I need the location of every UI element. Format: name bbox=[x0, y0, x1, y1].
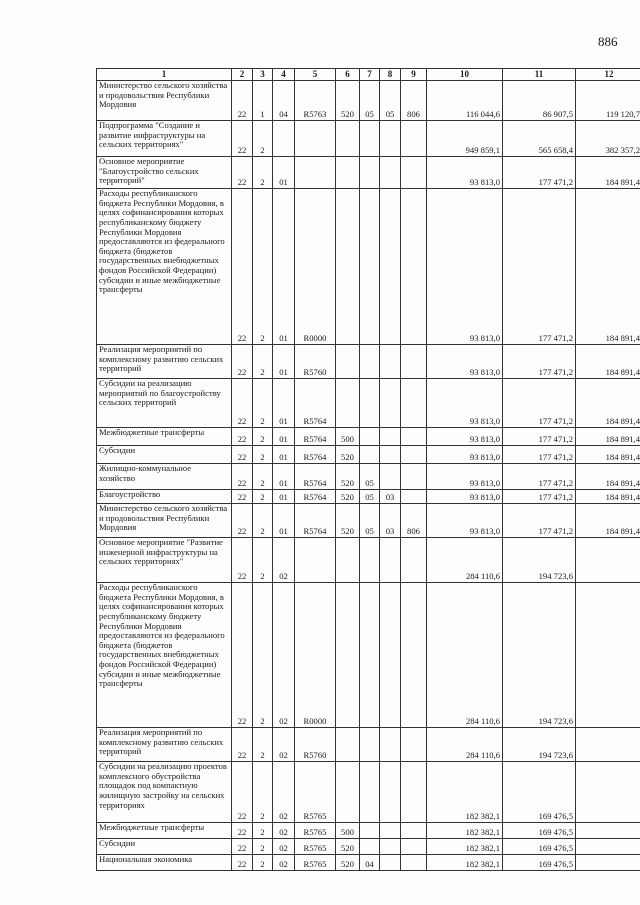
pr-cell bbox=[380, 583, 401, 728]
column-header: 12 bbox=[576, 69, 640, 81]
amount-2020-cell: 93 813,0 bbox=[427, 189, 503, 345]
amount-2022-cell: 184 891,4 bbox=[576, 428, 640, 446]
direction-cell bbox=[295, 157, 336, 189]
amount-2021-cell: 169 476,5 bbox=[503, 855, 576, 871]
grbs-cell bbox=[401, 762, 427, 823]
pr-cell bbox=[380, 121, 401, 157]
vr-cell bbox=[336, 728, 360, 762]
pp-cell: 2 bbox=[253, 428, 273, 446]
gp-cell: 22 bbox=[232, 428, 253, 446]
vr-cell bbox=[336, 762, 360, 823]
pp-cell: 2 bbox=[253, 839, 273, 855]
pr-cell bbox=[380, 728, 401, 762]
column-header: 1 bbox=[97, 69, 232, 81]
pp-cell: 2 bbox=[253, 762, 273, 823]
row-name-cell: Межбюджетные трансферты bbox=[97, 428, 232, 446]
column-header: 8 bbox=[380, 69, 401, 81]
grbs-cell: 806 bbox=[401, 81, 427, 121]
amount-2020-cell: 93 813,0 bbox=[427, 464, 503, 490]
rz-cell bbox=[360, 762, 380, 823]
gp-cell: 22 bbox=[232, 504, 253, 538]
amount-2022-cell bbox=[576, 583, 640, 728]
amount-2022-cell: 184 891,4 bbox=[576, 490, 640, 504]
om-cell: 02 bbox=[273, 762, 295, 823]
row-name-cell: Субсидии на реализацию мероприятий по благоустройству сельских территорий bbox=[97, 379, 232, 428]
row-name-cell: Министерство сельского хозяйства и продовольствия Республики Мордовия bbox=[97, 504, 232, 538]
vr-cell: 520 bbox=[336, 855, 360, 871]
vr-cell bbox=[336, 121, 360, 157]
pp-cell: 2 bbox=[253, 504, 273, 538]
amount-2022-cell bbox=[576, 839, 640, 855]
direction-cell: R5764 bbox=[295, 504, 336, 538]
column-header: 9 bbox=[401, 69, 427, 81]
grbs-cell bbox=[401, 345, 427, 379]
column-header: 4 bbox=[273, 69, 295, 81]
grbs-cell bbox=[401, 446, 427, 464]
amount-2021-cell: 169 476,5 bbox=[503, 762, 576, 823]
amount-2020-cell: 93 813,0 bbox=[427, 428, 503, 446]
pr-cell bbox=[380, 157, 401, 189]
table-row bbox=[97, 81, 640, 121]
column-header: 2 bbox=[232, 69, 253, 81]
pr-cell bbox=[380, 464, 401, 490]
amount-2021-cell: 169 476,5 bbox=[503, 823, 576, 839]
amount-2022-cell: 184 891,4 bbox=[576, 504, 640, 538]
table-row bbox=[97, 855, 640, 871]
amount-2020-cell: 182 382,1 bbox=[427, 839, 503, 855]
vr-cell: 520 bbox=[336, 446, 360, 464]
row-name-cell: Реализация мероприятий по комплексному развитию сельских территорий bbox=[97, 728, 232, 762]
pp-cell: 2 bbox=[253, 189, 273, 345]
grbs-cell bbox=[401, 121, 427, 157]
rz-cell bbox=[360, 189, 380, 345]
gp-cell: 22 bbox=[232, 762, 253, 823]
rz-cell: 05 bbox=[360, 490, 380, 504]
direction-cell: R0000 bbox=[295, 189, 336, 345]
gp-cell: 22 bbox=[232, 446, 253, 464]
amount-2022-cell: 119 120,7 bbox=[576, 81, 640, 121]
om-cell: 01 bbox=[273, 345, 295, 379]
direction-cell: R5764 bbox=[295, 464, 336, 490]
amount-2022-cell: 184 891,4 bbox=[576, 446, 640, 464]
pr-cell bbox=[380, 189, 401, 345]
direction-cell: R5765 bbox=[295, 823, 336, 839]
pp-cell: 2 bbox=[253, 538, 273, 583]
pp-cell: 2 bbox=[253, 157, 273, 189]
om-cell: 01 bbox=[273, 428, 295, 446]
direction-cell: R5765 bbox=[295, 762, 336, 823]
grbs-cell bbox=[401, 855, 427, 871]
amount-2022-cell: 184 891,4 bbox=[576, 189, 640, 345]
vr-cell bbox=[336, 583, 360, 728]
grbs-cell bbox=[401, 583, 427, 728]
table-row bbox=[97, 464, 640, 490]
pp-cell: 1 bbox=[253, 81, 273, 121]
pr-cell: 03 bbox=[380, 490, 401, 504]
amount-2021-cell: 177 471,2 bbox=[503, 504, 576, 538]
rz-cell bbox=[360, 428, 380, 446]
amount-2021-cell: 565 658,4 bbox=[503, 121, 576, 157]
amount-2022-cell: 184 891,4 bbox=[576, 379, 640, 428]
rz-cell bbox=[360, 121, 380, 157]
amount-2022-cell bbox=[576, 538, 640, 583]
grbs-cell bbox=[401, 157, 427, 189]
amount-2020-cell: 182 382,1 bbox=[427, 762, 503, 823]
direction-cell: R5765 bbox=[295, 839, 336, 855]
amount-2021-cell: 194 723,6 bbox=[503, 728, 576, 762]
amount-2020-cell: 93 813,0 bbox=[427, 446, 503, 464]
gp-cell: 22 bbox=[232, 81, 253, 121]
table-row bbox=[97, 490, 640, 504]
direction-cell bbox=[295, 538, 336, 583]
amount-2021-cell: 169 476,5 bbox=[503, 839, 576, 855]
row-name-cell: Основное мероприятие "Развитие инженерной инфраструктуры на сельских территориях" bbox=[97, 538, 232, 583]
pp-cell: 2 bbox=[253, 855, 273, 871]
vr-cell: 520 bbox=[336, 839, 360, 855]
amount-2022-cell: 184 891,4 bbox=[576, 464, 640, 490]
pp-cell: 2 bbox=[253, 379, 273, 428]
row-name-cell: Министерство сельского хозяйства и продовольствия Республики Мордовия bbox=[97, 81, 232, 121]
rz-cell bbox=[360, 823, 380, 839]
rz-cell bbox=[360, 839, 380, 855]
amount-2021-cell: 86 907,5 bbox=[503, 81, 576, 121]
pr-cell bbox=[380, 839, 401, 855]
gp-cell: 22 bbox=[232, 121, 253, 157]
amount-2020-cell: 93 813,0 bbox=[427, 490, 503, 504]
om-cell: 04 bbox=[273, 81, 295, 121]
pr-cell bbox=[380, 855, 401, 871]
header-row bbox=[97, 69, 640, 81]
direction-cell: R5764 bbox=[295, 446, 336, 464]
gp-cell: 22 bbox=[232, 538, 253, 583]
pr-cell: 03 bbox=[380, 504, 401, 538]
pp-cell: 2 bbox=[253, 728, 273, 762]
om-cell: 02 bbox=[273, 855, 295, 871]
pp-cell: 2 bbox=[253, 823, 273, 839]
gp-cell: 22 bbox=[232, 839, 253, 855]
pr-cell: 05 bbox=[380, 81, 401, 121]
om-cell bbox=[273, 121, 295, 157]
amount-2020-cell: 93 813,0 bbox=[427, 157, 503, 189]
amount-2021-cell: 177 471,2 bbox=[503, 157, 576, 189]
direction-cell: R5760 bbox=[295, 345, 336, 379]
column-header: 11 bbox=[503, 69, 576, 81]
amount-2020-cell: 93 813,0 bbox=[427, 379, 503, 428]
table-row bbox=[97, 157, 640, 189]
amount-2021-cell: 194 723,6 bbox=[503, 538, 576, 583]
amount-2021-cell: 177 471,2 bbox=[503, 189, 576, 345]
gp-cell: 22 bbox=[232, 189, 253, 345]
direction-cell: R5763 bbox=[295, 81, 336, 121]
pr-cell bbox=[380, 428, 401, 446]
om-cell: 01 bbox=[273, 490, 295, 504]
grbs-cell bbox=[401, 490, 427, 504]
amount-2021-cell: 177 471,2 bbox=[503, 379, 576, 428]
amount-2022-cell bbox=[576, 855, 640, 871]
column-header: 3 bbox=[253, 69, 273, 81]
pp-cell: 2 bbox=[253, 490, 273, 504]
gp-cell: 22 bbox=[232, 379, 253, 428]
vr-cell bbox=[336, 345, 360, 379]
amount-2022-cell bbox=[576, 823, 640, 839]
rz-cell bbox=[360, 583, 380, 728]
amount-2021-cell: 177 471,2 bbox=[503, 345, 576, 379]
amount-2021-cell: 194 723,6 bbox=[503, 583, 576, 728]
direction-cell: R5764 bbox=[295, 490, 336, 504]
gp-cell: 22 bbox=[232, 490, 253, 504]
vr-cell bbox=[336, 538, 360, 583]
rz-cell bbox=[360, 157, 380, 189]
om-cell: 01 bbox=[273, 464, 295, 490]
table-row bbox=[97, 538, 640, 583]
column-header: 7 bbox=[360, 69, 380, 81]
om-cell: 02 bbox=[273, 823, 295, 839]
gp-cell: 22 bbox=[232, 728, 253, 762]
grbs-cell bbox=[401, 189, 427, 345]
gp-cell: 22 bbox=[232, 157, 253, 189]
vr-cell: 520 bbox=[336, 81, 360, 121]
amount-2022-cell: 184 891,4 bbox=[576, 157, 640, 189]
amount-2021-cell: 177 471,2 bbox=[503, 428, 576, 446]
direction-cell: R5764 bbox=[295, 379, 336, 428]
om-cell: 02 bbox=[273, 583, 295, 728]
gp-cell: 22 bbox=[232, 855, 253, 871]
row-name-cell: Субсидии bbox=[97, 839, 232, 855]
om-cell: 02 bbox=[273, 538, 295, 583]
direction-cell: R5765 bbox=[295, 855, 336, 871]
pr-cell bbox=[380, 446, 401, 464]
amount-2021-cell: 177 471,2 bbox=[503, 490, 576, 504]
pp-cell: 2 bbox=[253, 345, 273, 379]
row-name-cell: Подпрограмма "Создание и развитие инфраструктуры на сельских территориях" bbox=[97, 121, 232, 157]
amount-2021-cell: 177 471,2 bbox=[503, 446, 576, 464]
vr-cell: 520 bbox=[336, 504, 360, 538]
grbs-cell bbox=[401, 728, 427, 762]
om-cell: 01 bbox=[273, 157, 295, 189]
row-name-cell: Субсидии bbox=[97, 446, 232, 464]
rz-cell: 05 bbox=[360, 464, 380, 490]
column-header: 5 bbox=[295, 69, 336, 81]
table-row bbox=[97, 121, 640, 157]
table-row bbox=[97, 823, 640, 839]
amount-2020-cell: 284 110,6 bbox=[427, 583, 503, 728]
amount-2022-cell bbox=[576, 762, 640, 823]
rz-cell: 05 bbox=[360, 504, 380, 538]
direction-cell bbox=[295, 121, 336, 157]
om-cell: 01 bbox=[273, 189, 295, 345]
direction-cell: R5764 bbox=[295, 428, 336, 446]
om-cell: 01 bbox=[273, 504, 295, 538]
row-name-cell: Жилищно-коммунальное хозяйство bbox=[97, 464, 232, 490]
amount-2020-cell: 93 813,0 bbox=[427, 345, 503, 379]
table-row bbox=[97, 839, 640, 855]
row-name-cell: Субсидии на реализацию проектов комплексного обустройства площадок под компактную жилищную застройку на сельских территориях bbox=[97, 762, 232, 823]
amount-2020-cell: 93 813,0 bbox=[427, 504, 503, 538]
amount-2020-cell: 182 382,1 bbox=[427, 855, 503, 871]
rz-cell: 04 bbox=[360, 855, 380, 871]
row-name-cell: Благоустройство bbox=[97, 490, 232, 504]
row-name-cell: Национальная экономика bbox=[97, 855, 232, 871]
rz-cell bbox=[360, 538, 380, 583]
vr-cell: 520 bbox=[336, 464, 360, 490]
amount-2020-cell: 182 382,1 bbox=[427, 823, 503, 839]
table-row bbox=[97, 428, 640, 446]
table-row bbox=[97, 728, 640, 762]
row-name-cell: Основное мероприятие "Благоустройство сельских территорий" bbox=[97, 157, 232, 189]
rz-cell: 05 bbox=[360, 81, 380, 121]
table-row bbox=[97, 379, 640, 428]
rz-cell bbox=[360, 728, 380, 762]
rz-cell bbox=[360, 379, 380, 428]
grbs-cell bbox=[401, 538, 427, 583]
pr-cell bbox=[380, 823, 401, 839]
amount-2020-cell: 116 044,6 bbox=[427, 81, 503, 121]
om-cell: 02 bbox=[273, 728, 295, 762]
om-cell: 01 bbox=[273, 379, 295, 428]
row-name-cell: Расходы республиканского бюджета Республики Мордовия, в целях софинансирования которых республиканскому бюджету Республики Мордовия предоставляются из федерального бюджета (бюджетов государственных внебюджетных фондов Российской Федерации) субсидии и иные межбюджетные трансферты bbox=[97, 189, 232, 345]
row-name-cell: Реализация мероприятий по комплексному развитию сельских территорий bbox=[97, 345, 232, 379]
pr-cell bbox=[380, 345, 401, 379]
amount-2020-cell: 284 110,6 bbox=[427, 728, 503, 762]
grbs-cell bbox=[401, 839, 427, 855]
pp-cell: 2 bbox=[253, 121, 273, 157]
vr-cell: 500 bbox=[336, 823, 360, 839]
vr-cell bbox=[336, 379, 360, 428]
om-cell: 02 bbox=[273, 839, 295, 855]
table-row bbox=[97, 189, 640, 345]
amount-2020-cell: 949 859,1 bbox=[427, 121, 503, 157]
table-row bbox=[97, 504, 640, 538]
table-row bbox=[97, 446, 640, 464]
grbs-cell bbox=[401, 464, 427, 490]
table-row bbox=[97, 345, 640, 379]
amount-2021-cell: 177 471,2 bbox=[503, 464, 576, 490]
budget-table bbox=[96, 68, 640, 871]
rz-cell bbox=[360, 345, 380, 379]
vr-cell bbox=[336, 157, 360, 189]
direction-cell: R0000 bbox=[295, 583, 336, 728]
grbs-cell bbox=[401, 428, 427, 446]
gp-cell: 22 bbox=[232, 464, 253, 490]
row-name-cell: Межбюджетные трансферты bbox=[97, 823, 232, 839]
amount-2022-cell: 184 891,4 bbox=[576, 345, 640, 379]
amount-2022-cell bbox=[576, 728, 640, 762]
pr-cell bbox=[380, 762, 401, 823]
amount-2020-cell: 284 110,6 bbox=[427, 538, 503, 583]
pr-cell bbox=[380, 379, 401, 428]
vr-cell bbox=[336, 189, 360, 345]
table-row bbox=[97, 762, 640, 823]
table-row bbox=[97, 583, 640, 728]
pp-cell: 2 bbox=[253, 446, 273, 464]
rz-cell bbox=[360, 446, 380, 464]
gp-cell: 22 bbox=[232, 823, 253, 839]
gp-cell: 22 bbox=[232, 583, 253, 728]
row-name-cell: Расходы республиканского бюджета Республики Мордовия, в целях софинансирования которых республиканскому бюджету Республики Мордовия предоставляются из федерального бюджета (бюджетов государственных внебюджетных фондов Российской Федерации) субсидии и иные межбюджетные трансферты bbox=[97, 583, 232, 728]
grbs-cell: 806 bbox=[401, 504, 427, 538]
pr-cell bbox=[380, 538, 401, 583]
column-header: 10 bbox=[427, 69, 503, 81]
page-number: 886 bbox=[598, 34, 618, 49]
amount-2022-cell: 382 357,2 bbox=[576, 121, 640, 157]
pp-cell: 2 bbox=[253, 583, 273, 728]
pp-cell: 2 bbox=[253, 464, 273, 490]
gp-cell: 22 bbox=[232, 345, 253, 379]
vr-cell: 520 bbox=[336, 490, 360, 504]
grbs-cell bbox=[401, 379, 427, 428]
grbs-cell bbox=[401, 823, 427, 839]
direction-cell: R5760 bbox=[295, 728, 336, 762]
vr-cell: 500 bbox=[336, 428, 360, 446]
om-cell: 01 bbox=[273, 446, 295, 464]
column-header: 6 bbox=[336, 69, 360, 81]
